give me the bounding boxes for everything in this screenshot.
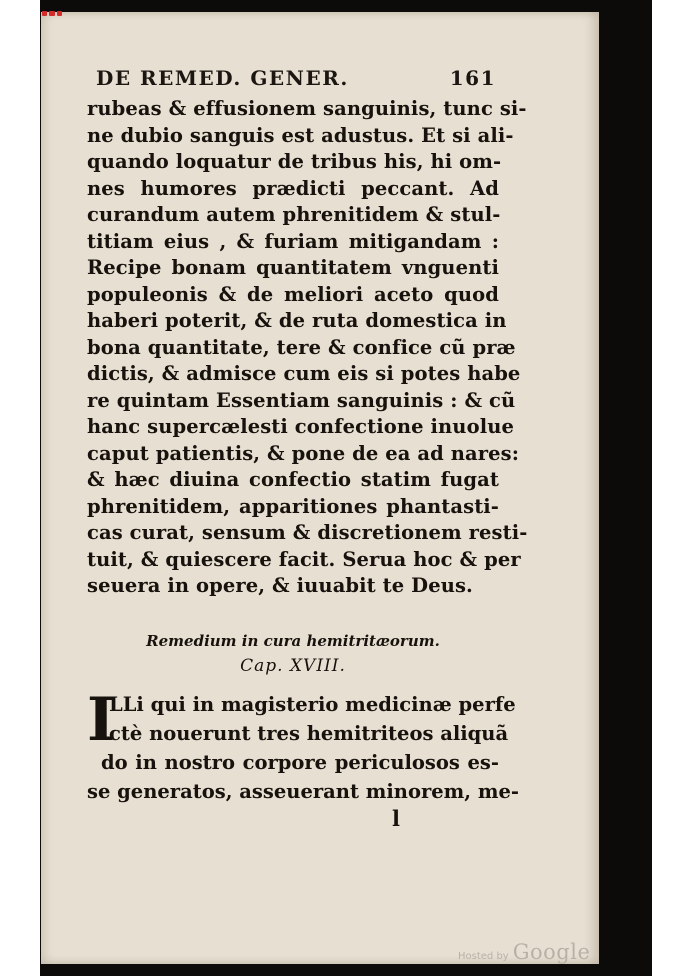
text-line: re quintam Essentiam sanguinis : & cũ: [87, 388, 516, 412]
chapter-title: Remedium in cura hemitritæorum.: [146, 632, 440, 650]
text-line: titiam eius , & furiam mitigandam :: [87, 229, 499, 253]
text-line: rubeas & effusionem sanguinis, tunc si-: [87, 97, 527, 120]
text-line: ctè nouerunt tres hemitriteos aliquã: [109, 722, 509, 745]
text-line-last: seuera in opere, & iuuabit te Deus.: [87, 574, 473, 597]
watermark-prefix: Hosted by: [458, 951, 509, 962]
text-line: ne dubio sanguis est adustus. Et si ali-: [87, 123, 514, 147]
text-line: quando loquatur de tribus his, hi om-: [87, 150, 502, 173]
text-line: Recipe bonam quantitatem vnguenti: [87, 256, 499, 279]
chapter-number: Cap. XVIII.: [240, 656, 346, 676]
text-line: dictis, & admisce cum eis si potes habe: [87, 362, 521, 385]
text-line: populeonis & de meliori aceto quod: [87, 282, 499, 306]
text-line: bona quantitate, tere & confice cũ præ: [87, 335, 516, 359]
text-line: se generatos, asseuerant minorem, me-: [87, 780, 519, 803]
google-logo: Google: [512, 940, 591, 964]
chapter-heading: [87, 630, 499, 678]
text-line: tuit, & quiescere facit. Serua hoc & per: [87, 547, 521, 571]
text-line: cas curat, sensum & discretionem resti-: [87, 521, 528, 544]
running-head: [96, 66, 496, 94]
chapter-text: [87, 685, 519, 806]
text-line: phrenitidem, apparitiones phantasti-: [87, 494, 499, 518]
google-watermark: [458, 940, 590, 964]
text-line: hanc supercælesti confectione inuolue: [87, 415, 514, 438]
running-head-title: DE REMED. GENER.: [96, 66, 349, 90]
text-line: haberi poterit, & de ruta domestica in: [87, 309, 507, 332]
red-corner-mark: [42, 11, 62, 16]
text-line: & hæc diuina confectio statim fugat: [87, 468, 499, 491]
text-line: curandum autem phrenitidem & stul-: [87, 203, 501, 226]
drop-cap: I: [87, 685, 116, 755]
text-line: nes humores prædicti peccant. Ad: [87, 176, 499, 200]
body-text: [87, 96, 528, 600]
signature-mark: l: [392, 806, 400, 831]
text-line: caput patientis, & pone de ea ad nares:: [87, 441, 520, 465]
text-line: do in nostro corpore periculosos es-: [101, 751, 499, 774]
text-line: LLi qui in magisterio medicinæ perfe: [109, 693, 516, 716]
page-number: 161: [449, 66, 496, 90]
